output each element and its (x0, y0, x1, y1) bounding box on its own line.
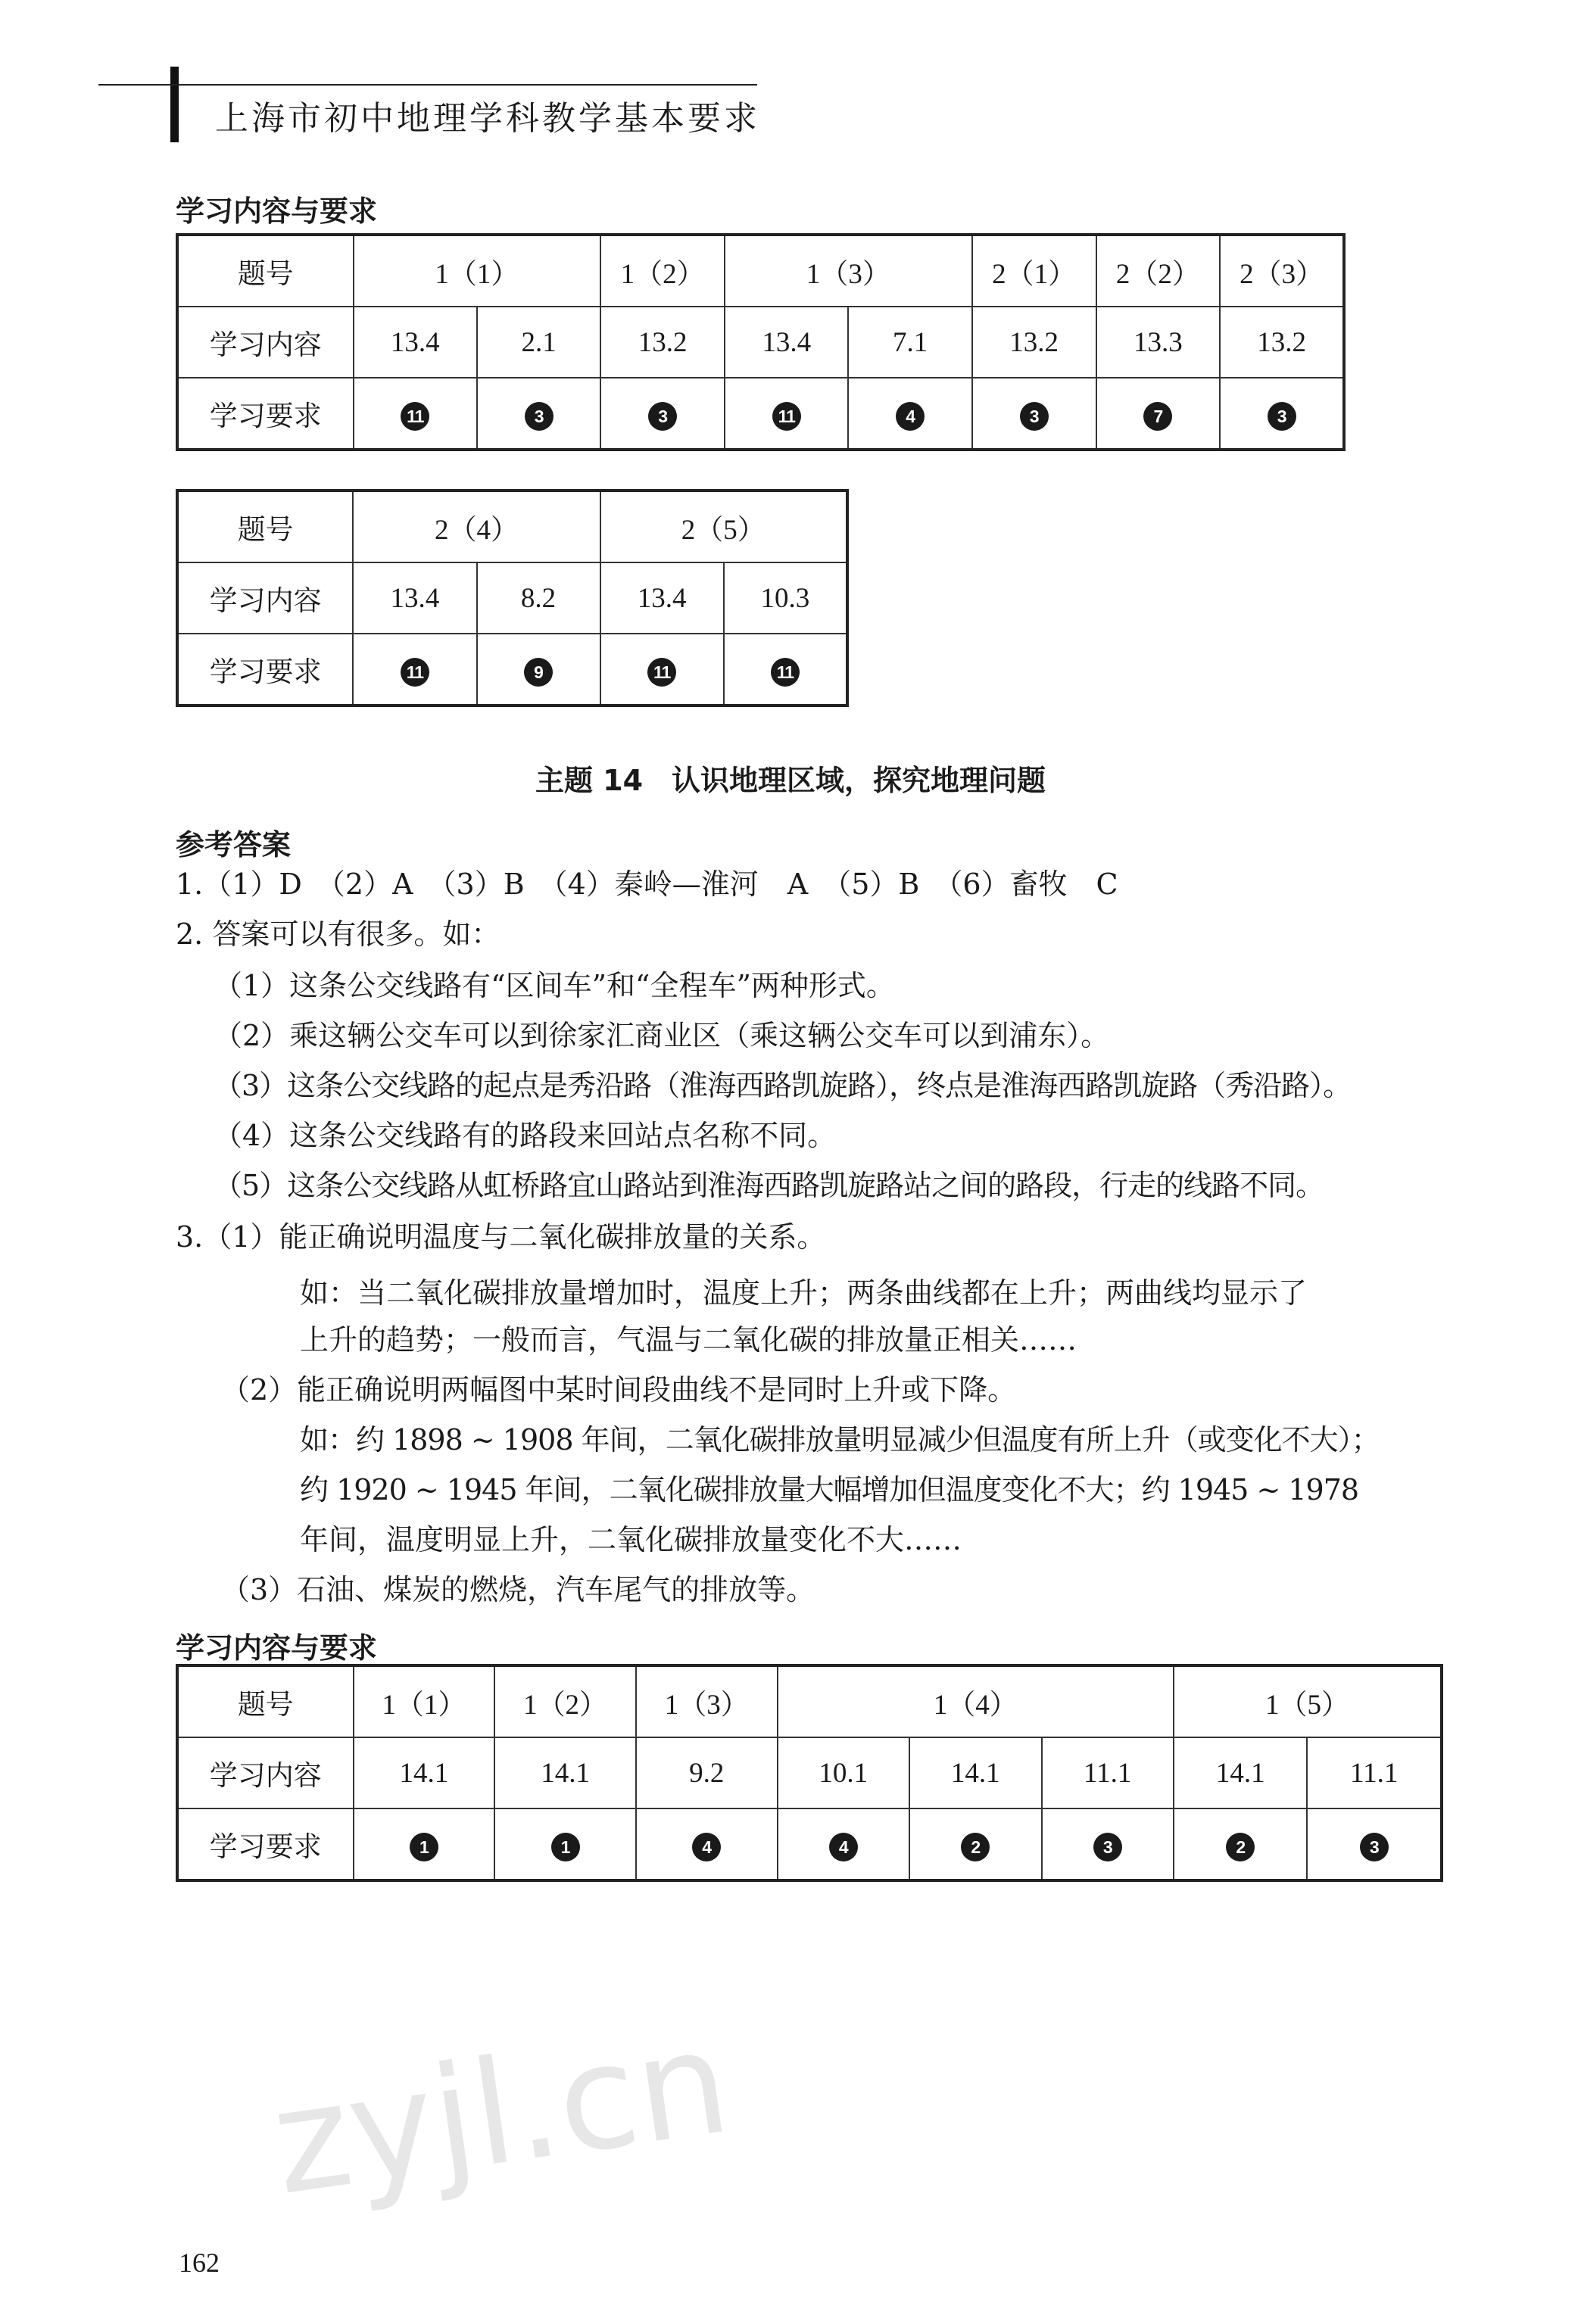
page-number: 162 (179, 2248, 220, 2278)
content-cell: 14.1 (494, 1737, 636, 1808)
table-row (177, 307, 1344, 378)
table-row (177, 1737, 1442, 1808)
answer-3-2-example: 如：约 1898 ~ 1908 年间，二氧化碳排放量明显减少但温度有所上升（或变化不大）； (300, 1423, 1380, 1456)
level-badge-icon: 3 (525, 402, 554, 431)
answer-2-item: （4）这条公交线路有的路段来回站点名称不同。 (214, 1119, 837, 1152)
level-badge-icon: 1 (551, 1833, 580, 1861)
requirements-table-3 (176, 1664, 1443, 1882)
level-badge-icon: 4 (829, 1833, 858, 1861)
section-heading: 学习内容与要求 (176, 195, 378, 228)
question-cell: 1（2） (600, 235, 725, 307)
question-cell: 1（4） (778, 1665, 1174, 1737)
answer-3-1-example: 上升的趋势；一般而言，气温与二氧化碳的排放量正相关…… (300, 1323, 1077, 1357)
content-cell: 13.4 (353, 562, 476, 634)
level-badge-icon: 4 (896, 402, 925, 431)
topic-title: 主题 14 认识地理区域，探究地理问题 (535, 764, 1046, 797)
table-row (177, 634, 847, 706)
answer-2-intro: 2. 答案可以有很多。如： (176, 917, 500, 951)
content-cell: 8.2 (477, 562, 600, 634)
requirements-table-1 (176, 233, 1346, 451)
content-cell: 7.1 (848, 307, 971, 378)
row-label: 学习要求 (177, 378, 354, 450)
running-header: 上海市初中地理学科教学基本要求 (215, 99, 760, 138)
answer-2-item: （3）这条公交线路的起点是秀沿路（淮海西路凯旋路），终点是淮海西路凯旋路（秀沿路）。 (214, 1069, 1352, 1102)
level-badge-icon: 11 (401, 658, 429, 687)
content-cell: 13.4 (600, 562, 724, 634)
row-label: 学习要求 (177, 1808, 354, 1880)
level-badge-icon: 11 (647, 658, 676, 687)
content-cell: 13.2 (1220, 307, 1344, 378)
level-badge-icon: 11 (772, 402, 801, 431)
question-cell: 2（3） (1220, 235, 1344, 307)
question-cell: 2（5） (600, 491, 847, 562)
row-label: 学习内容 (177, 562, 353, 634)
content-cell: 14.1 (1174, 1737, 1307, 1808)
table-row (177, 1808, 1442, 1880)
row-label: 题号 (177, 491, 353, 562)
table-row (177, 235, 1344, 307)
answer-3-2-example: 约 1920 ~ 1945 年间，二氧化碳排放量大幅增加但温度变化不大；约 1945 ~ 1978 (300, 1473, 1359, 1506)
answer-3-2-example: 年间，温度明显上升，二氧化碳排放量变化不大…… (300, 1523, 962, 1556)
answer-1: 1.（1）D （2）A （3）B （4）秦岭—淮河 A （5）B （6）畜牧 C (176, 868, 1118, 901)
level-badge-icon: 1 (410, 1833, 438, 1861)
requirements-table-2 (176, 489, 849, 707)
content-cell: 11.1 (1307, 1737, 1442, 1808)
answer-2-item: （1）这条公交线路有“区间车”和“全程车”两种形式。 (214, 969, 895, 1002)
level-badge-icon: 3 (1093, 1833, 1122, 1861)
row-label: 题号 (177, 1665, 354, 1737)
content-cell: 13.2 (972, 307, 1096, 378)
content-cell: 14.1 (354, 1737, 495, 1808)
content-cell: 10.1 (778, 1737, 909, 1808)
header-bar (170, 67, 179, 142)
level-badge-icon: 3 (1268, 402, 1296, 431)
level-badge-icon: 3 (1020, 402, 1049, 431)
content-cell: 13.4 (354, 307, 477, 378)
question-cell: 1（5） (1174, 1665, 1442, 1737)
section-heading: 学习内容与要求 (176, 1631, 378, 1665)
level-badge-icon: 2 (961, 1833, 990, 1861)
level-badge-icon: 3 (648, 402, 677, 431)
answer-2-item: （2）乘这辆公交车可以到徐家汇商业区（乘这辆公交车可以到浦东）。 (214, 1019, 1110, 1052)
level-badge-icon: 4 (692, 1833, 721, 1861)
table-row (177, 491, 847, 562)
watermark: zyjl.cn (263, 1998, 739, 2227)
answer-3-1-example: 如：当二氧化碳排放量增加时，温度上升；两条曲线都在上升；两曲线均显示了 (300, 1276, 1308, 1310)
table-row (177, 562, 847, 634)
header-rule (98, 84, 757, 86)
question-cell: 1（3） (636, 1665, 778, 1737)
answers-heading: 参考答案 (176, 828, 292, 861)
row-label: 学习要求 (177, 634, 353, 706)
answer-2-item: （5）这条公交线路从虹桥路宜山路站到淮海西路凯旋路站之间的路段，行走的线路不同。 (214, 1169, 1324, 1202)
question-cell: 1（1） (354, 235, 601, 307)
row-label: 学习内容 (177, 307, 354, 378)
content-cell: 2.1 (477, 307, 600, 378)
content-cell: 13.3 (1096, 307, 1221, 378)
question-cell: 1（3） (725, 235, 972, 307)
content-cell: 14.1 (909, 1737, 1041, 1808)
row-label: 学习内容 (177, 1737, 354, 1808)
table-row (177, 378, 1344, 450)
table-row (177, 1665, 1442, 1737)
question-cell: 2（4） (353, 491, 600, 562)
content-cell: 13.4 (725, 307, 848, 378)
content-cell: 11.1 (1042, 1737, 1174, 1808)
answer-3-3: （3）石油、煤炭的燃烧，汽车尾气的排放等。 (221, 1573, 815, 1606)
question-cell: 2（1） (972, 235, 1096, 307)
level-badge-icon: 2 (1226, 1833, 1255, 1861)
row-label: 题号 (177, 235, 354, 307)
answer-3-2: （2）能正确说明两幅图中某时间段曲线不是同时上升或下降。 (221, 1373, 1017, 1407)
level-badge-icon: 11 (401, 402, 429, 431)
question-cell: 1（2） (494, 1665, 636, 1737)
level-badge-icon: 7 (1143, 402, 1172, 431)
answer-3-1: 3.（1）能正确说明温度与二氧化碳排放量的关系。 (176, 1220, 826, 1254)
question-cell: 2（2） (1096, 235, 1221, 307)
content-cell: 10.3 (724, 562, 847, 634)
content-cell: 9.2 (636, 1737, 778, 1808)
level-badge-icon: 3 (1360, 1833, 1389, 1861)
question-cell: 1（1） (354, 1665, 495, 1737)
level-badge-icon: 9 (524, 658, 553, 687)
level-badge-icon: 11 (771, 658, 800, 687)
content-cell: 13.2 (600, 307, 725, 378)
